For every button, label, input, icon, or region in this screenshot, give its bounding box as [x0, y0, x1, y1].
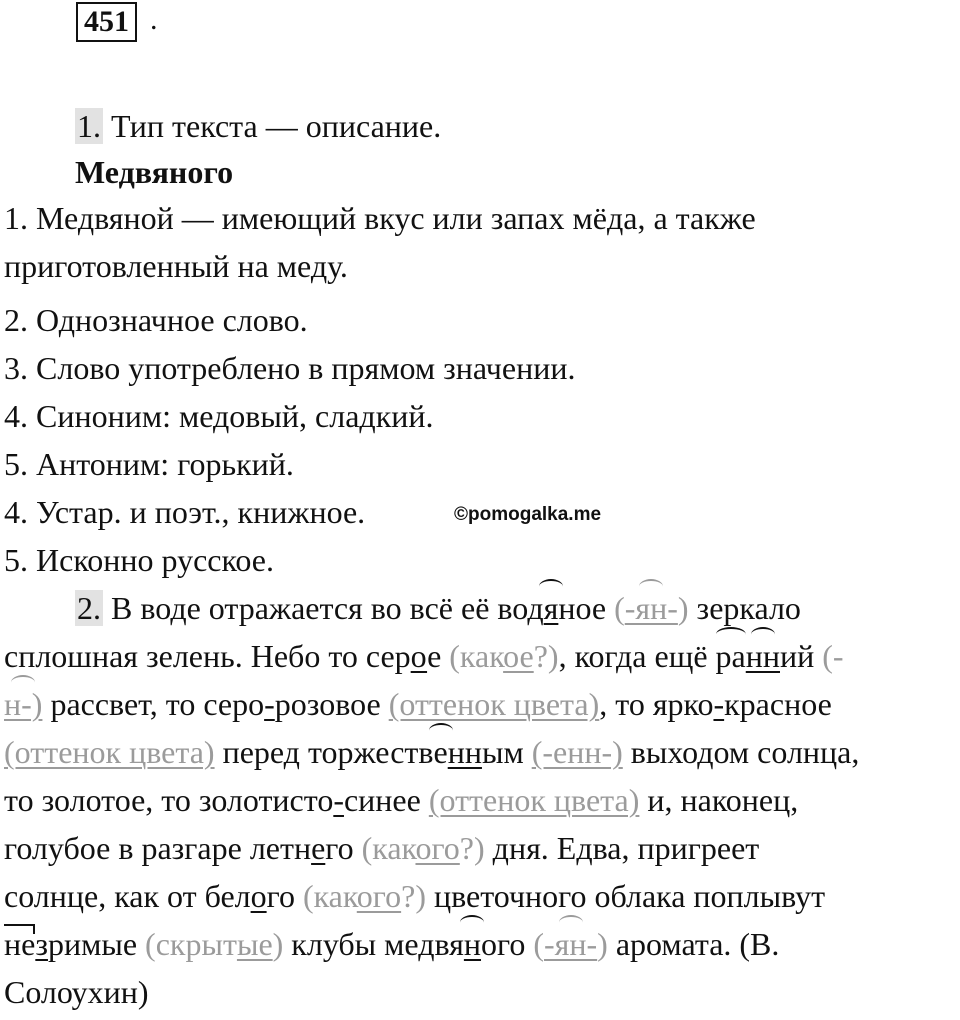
text-line-2: сплошная зелень. Небо то серое (какое?), когда ещё ранний (-	[4, 634, 844, 678]
ending-mark: о	[250, 878, 267, 914]
text-line-5: то золотое, то золотисто-синее (оттенок цвета) и, наконец,	[4, 782, 799, 818]
hint-suffix: -ян-	[544, 922, 597, 966]
hyphen-mark: -	[264, 686, 275, 722]
text-line-3: н-) рассвет, то серо-розовое (оттенок цвета), то ярко-красное	[4, 682, 832, 726]
hyphen-mark: -	[333, 782, 344, 818]
text-type: Тип текста — описание.	[103, 108, 442, 144]
analysis-item: 4. Синоним: медовый, сладкий.	[4, 398, 434, 434]
text-line-6: голубое в разгаре летнего (какого?) дня. Едва, пригреет	[4, 830, 760, 866]
double-n-mark: нн	[447, 734, 482, 770]
text-line-9: Солоухин)	[4, 974, 149, 1010]
text-line-7: солнце, как от белого (какого?) цветочного облака поплывут	[4, 878, 826, 914]
analysis-item: 5. Антоним: горький.	[4, 446, 294, 482]
task-1-marker: 1.	[77, 108, 101, 144]
task-1-line	[75, 104, 441, 148]
ending-mark: е	[311, 830, 326, 866]
text-line-4: (оттенок цвета) перед торжественным (-енн-) выходом солнца,	[4, 730, 859, 774]
ending-mark: о	[410, 638, 428, 674]
exercise-number-suffix: .	[150, 3, 158, 36]
text-line-8: незримые (скрытые) клубы медвяного (-ян-) аромата. (В.	[4, 922, 779, 966]
suffix-mark: я	[544, 586, 559, 630]
text-line-1: 2. В воде отражается во всё её водяное (-ян-) зеркало	[75, 586, 801, 630]
hyphen-mark: -	[713, 686, 725, 722]
hint-text: (оттенок цвета)	[4, 734, 215, 770]
hint-suffix: -ян-	[625, 586, 678, 630]
suffix-mark: нн	[746, 634, 780, 678]
hint-suffix: н-)	[4, 682, 42, 726]
exercise-number: 451	[76, 2, 137, 42]
watermark: ©pomogalka.me	[454, 504, 602, 525]
task-2-marker: 2.	[77, 590, 101, 626]
analysis-item: 5. Исконно русское.	[4, 542, 274, 578]
consonant-mark: з	[35, 926, 48, 962]
word-title: Медвяного	[75, 154, 234, 190]
suffix-mark: н	[464, 922, 481, 966]
root-arc: ра	[716, 634, 746, 678]
hint-text: (оттенок цвета)	[428, 782, 640, 818]
analysis-item: 2. Однозначное слово.	[4, 302, 308, 338]
analysis-item: 3. Слово употреблено в прямом значении.	[4, 350, 576, 386]
suffix-arc: е	[434, 730, 448, 774]
analysis-item: 1. Медвяной — имеющий вкус или запах мёда, а также	[4, 200, 756, 236]
hint-text: (оттенок цвета)	[388, 686, 600, 722]
analysis-item: 4. Устар. и поэт., книжное.	[4, 494, 366, 530]
hint-suffix: (-енн-)	[531, 734, 623, 770]
prefix-mark: не	[4, 922, 35, 966]
analysis-item: приготовленный на меду.	[4, 248, 348, 284]
